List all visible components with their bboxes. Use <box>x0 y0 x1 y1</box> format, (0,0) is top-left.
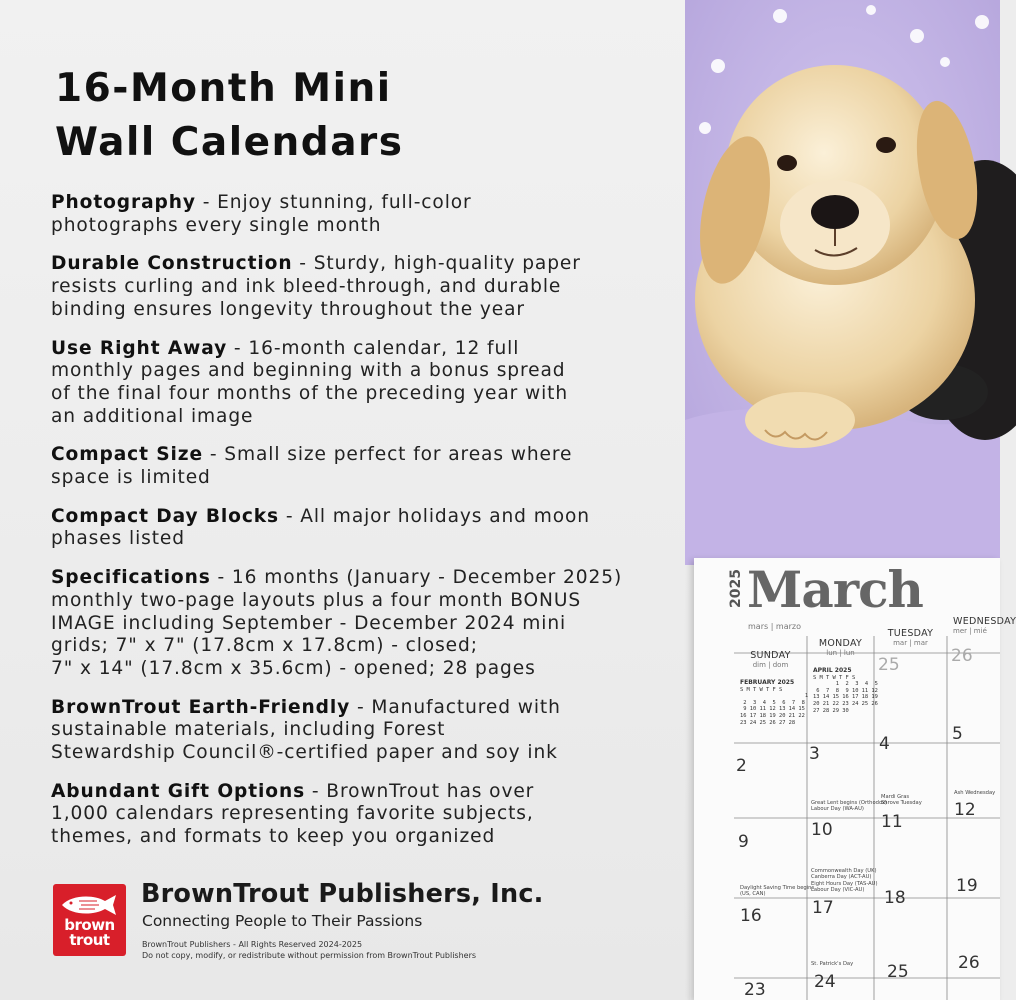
holiday-text: Daylight Saving Time begins <box>740 885 815 891</box>
feature-name: Specifications <box>51 567 211 589</box>
feature-item <box>51 444 671 489</box>
day-header-wednesday <box>947 616 1016 635</box>
day-number: 5 <box>952 724 963 744</box>
holiday-note <box>881 794 922 807</box>
mini-calendar-header: S M T W T F S <box>740 686 783 693</box>
mini-calendar-row: 20 21 22 23 24 25 26 <box>813 700 878 707</box>
day-number: 25 <box>878 655 900 675</box>
holiday-text: Shrove Tuesday <box>881 800 922 807</box>
feature-line <box>51 338 671 361</box>
calendar-year: 2025 <box>728 569 744 608</box>
mini-calendar-row: 1 2 3 4 5 <box>813 681 878 688</box>
day-number: 2 <box>736 756 747 776</box>
day-name: SUNDAY <box>750 650 791 661</box>
copyright-line-1: BrownTrout Publishers - All Rights Reserved 2024-2025 <box>142 940 363 949</box>
day-name-translation: dim | dom <box>752 661 789 669</box>
feature-text: - All major holidays and moon <box>279 505 590 527</box>
feature-line <box>51 506 671 529</box>
day-number: 11 <box>881 812 903 832</box>
feature-line: grids; 7" x 7" (17.8cm x 17.8cm) - closed; <box>51 635 478 657</box>
mini-calendar-row: 2 3 4 5 6 7 8 <box>740 699 805 706</box>
feature-line <box>51 567 671 590</box>
mini-calendar-row: 23 24 25 26 27 28 <box>740 719 796 726</box>
holiday-text: Ash Wednesday <box>954 790 996 796</box>
mini-calendar-row: 9 10 11 12 13 14 15 <box>740 706 805 713</box>
mini-calendar-header: S M T W T F S <box>813 674 856 681</box>
feature-line: photographs every single month <box>51 214 382 236</box>
holiday-text: (US, CAN) <box>740 891 766 898</box>
puppy-illustration <box>685 0 1000 565</box>
mini-calendar-february <box>740 680 808 726</box>
feature-name: Abundant Gift Options <box>51 780 306 802</box>
feature-item <box>51 697 671 765</box>
feature-line: monthly pages and beginning with a bonus spread <box>51 360 566 382</box>
feature-item <box>51 338 671 429</box>
publisher-name: BrownTrout Publishers, Inc. <box>141 879 544 909</box>
title-line-1: 16-Month Mini <box>55 66 392 111</box>
feature-name: Durable Construction <box>51 253 293 275</box>
feature-line: 1,000 calendars representing favorite subjects, <box>51 803 534 825</box>
logo-word-trout: trout <box>69 931 110 949</box>
day-number: 4 <box>879 734 890 754</box>
holiday-text: Eight Hours Day (TAS-AU) <box>811 880 878 887</box>
holiday-text: Canberra Day (ACT-AU) <box>811 874 872 881</box>
holiday-text: Labour Day (VIC-AU) <box>811 886 865 893</box>
feature-line: phases listed <box>51 528 185 550</box>
day-name-translation: mar | mar <box>893 639 928 647</box>
feature-line: resists curling and ink bleed-through, and durable <box>51 276 562 298</box>
mini-calendar-title: APRIL 2025 <box>813 667 852 674</box>
day-header-monday <box>807 638 874 657</box>
day-name-translation: mer | mié <box>953 627 987 635</box>
feature-name: Photography <box>51 192 196 213</box>
mini-calendar-row: 16 17 18 19 20 21 22 <box>740 712 805 719</box>
feature-item <box>51 781 671 849</box>
day-number: 18 <box>884 888 906 908</box>
day-number: 23 <box>744 980 766 1000</box>
title-line-2: Wall Calendars <box>55 120 404 165</box>
holiday-text: Labour Day (WA-AU) <box>811 806 864 813</box>
mini-calendar-row: 13 14 15 16 17 18 19 <box>813 694 878 701</box>
day-number: 17 <box>812 898 834 918</box>
day-number: 10 <box>811 820 833 840</box>
feature-line: IMAGE including September - December 2024 mini <box>51 612 567 634</box>
day-name-translation: lun | lun <box>826 649 855 657</box>
feature-name: Use Right Away <box>51 337 228 359</box>
page-title <box>55 62 655 170</box>
logo-word-brown: brown <box>64 916 115 934</box>
calendar-month-translation: mars | marzo <box>748 622 802 631</box>
holiday-text: St. Patrick's Day <box>811 961 854 967</box>
mini-calendar-row: 1 <box>740 693 809 700</box>
feature-line <box>51 444 671 467</box>
publisher-tagline: Connecting People to Their Passions <box>142 912 423 930</box>
feature-line: Stewardship Council®-certified paper and soy ink <box>51 742 558 764</box>
holiday-text: Great Lent begins (Orthodox) <box>811 800 888 806</box>
feature-name: BrownTrout Earth-Friendly <box>51 696 351 718</box>
feature-name: Compact Day Blocks <box>51 505 280 527</box>
day-number: 26 <box>951 646 973 666</box>
feature-list <box>51 192 671 865</box>
day-number: 16 <box>740 906 762 926</box>
day-header-tuesday <box>874 628 947 647</box>
day-number: 25 <box>887 962 909 982</box>
mini-calendar-row: 6 7 8 9 10 11 12 <box>813 687 878 694</box>
feature-text: - 16 months (January - December 2025) <box>210 567 623 589</box>
holiday-text: Mardi Gras <box>881 794 910 800</box>
puppy-photo <box>685 0 1000 565</box>
copyright-notice <box>142 939 476 961</box>
feature-text: - Enjoy stunning, full-color <box>195 192 472 213</box>
feature-line: binding ensures longevity throughout the year <box>51 298 525 320</box>
feature-text: - Small size perfect for areas where <box>203 444 573 466</box>
feature-line: themes, and formats to keep you organized <box>51 826 496 848</box>
feature-line: an additional image <box>51 405 254 427</box>
feature-item <box>51 567 671 681</box>
feature-line: of the final four months of the preceding year with <box>51 382 569 404</box>
copyright-line-2: Do not copy, modify, or redistribute without permission from BrownTrout Publishers <box>142 951 477 960</box>
holiday-note <box>811 868 877 893</box>
feature-line: space is limited <box>51 467 211 489</box>
feature-line <box>51 781 671 804</box>
feature-item <box>51 192 671 237</box>
day-number: 26 <box>958 953 980 973</box>
day-name: WEDNESDAY <box>953 616 1016 627</box>
holiday-note <box>740 885 814 898</box>
feature-text: - BrownTrout has over <box>305 780 535 802</box>
feature-line <box>51 253 671 276</box>
feature-text: - Manufactured with <box>350 696 561 718</box>
day-number: 19 <box>956 876 978 896</box>
holiday-note <box>811 800 887 813</box>
browntrout-logo <box>53 884 126 956</box>
logo-wordmark <box>53 918 126 948</box>
feature-line: 7" x 14" (17.8cm x 35.6cm) - opened; 28 pages <box>51 657 536 679</box>
holiday-note <box>811 961 853 967</box>
mini-calendar-title: FEBRUARY 2025 <box>740 679 795 686</box>
mini-calendar-row: 27 28 29 30 <box>813 707 849 714</box>
holiday-note <box>954 790 995 796</box>
holiday-text: Commonwealth Day (UK) <box>811 868 877 874</box>
feature-item <box>51 253 671 321</box>
feature-line: sustainable materials, including Forest <box>51 719 446 741</box>
day-name: TUESDAY <box>887 628 934 639</box>
calendar-page <box>694 558 1016 1000</box>
mini-calendar-april <box>813 668 878 714</box>
day-header-sunday <box>734 650 807 669</box>
feature-name: Compact Size <box>51 444 204 466</box>
feature-item <box>51 506 671 551</box>
day-number: 9 <box>738 832 749 852</box>
day-number: 12 <box>954 800 976 820</box>
day-name: MONDAY <box>818 638 863 649</box>
day-number: 24 <box>814 972 836 992</box>
feature-text: - 16-month calendar, 12 full <box>227 337 520 359</box>
feature-text: - Sturdy, high-quality paper <box>292 253 581 275</box>
feature-line: monthly two-page layouts plus a four month BONUS <box>51 589 582 611</box>
day-number: 3 <box>809 744 820 764</box>
feature-line <box>51 697 671 720</box>
calendar-month: March <box>747 560 923 619</box>
feature-line <box>51 192 671 215</box>
